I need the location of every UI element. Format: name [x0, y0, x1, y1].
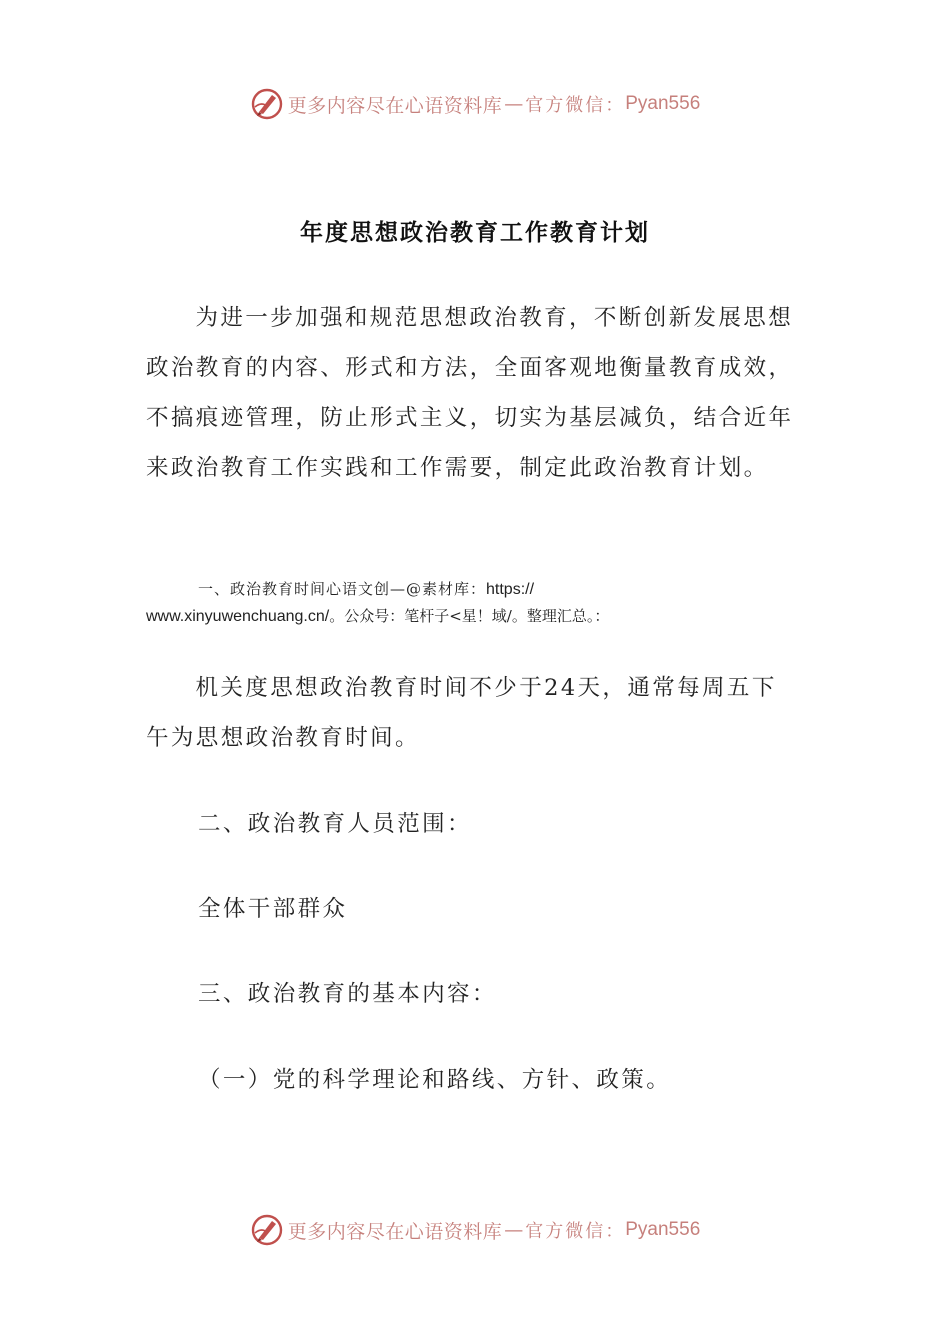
pen-logo-icon [250, 1213, 284, 1247]
section3-heading: 三、政治教育的基本内容： [198, 981, 497, 1007]
intro-paragraph: 为进一步加强和规范思想政治教育，不断创新发展思想政治教育的内容、形式和方法，全面客观地衡量教育成效，不搞痕迹管理，防止形式主义，切实为基层减负，结合近年来政治教育工作实践和工作需要，制定此政治教育计划。 [146, 305, 794, 481]
section1-body: 机关度思想政治教育时间不少于24天，通常每周五下午为思想政治教育时间。 [146, 675, 777, 751]
section1-heading-suffix: 。公众号：笔杆子<星！域/。整理汇总。： [329, 607, 610, 625]
section2-heading: 二、政治教育人员范围： [198, 811, 472, 837]
banner-wechat-id: Pyan556 [625, 1219, 701, 1240]
section1-heading [146, 576, 796, 630]
section1-heading-prefix: 一、政治教育时间心语文创—@素材库： [198, 580, 487, 598]
footer-banner [0, 1210, 950, 1250]
section1-url-b: www.xinyuwenchuang.cn/ [146, 608, 330, 625]
banner-wechat-label: 官方微信： [525, 1221, 626, 1242]
banner-wechat-label: 官方微信： [525, 95, 626, 116]
banner-slogan: 更多内容尽在心语资料库 [287, 1220, 503, 1243]
section2-body: 全体干部群众 [198, 896, 348, 922]
section3-item-1: （一）党的科学理论和路线、方针、政策。 [198, 1067, 672, 1093]
banner-wechat-id: Pyan556 [625, 93, 701, 114]
banner-slogan: 更多内容尽在心语资料库 [287, 94, 503, 117]
banner-separator: — [504, 1219, 524, 1241]
section1-url-a: https:// [486, 581, 535, 598]
pen-logo-icon [250, 87, 284, 121]
banner-separator: — [504, 93, 524, 115]
header-banner [0, 84, 950, 124]
page-title: 年度思想政治教育工作教育计划 [300, 220, 650, 246]
